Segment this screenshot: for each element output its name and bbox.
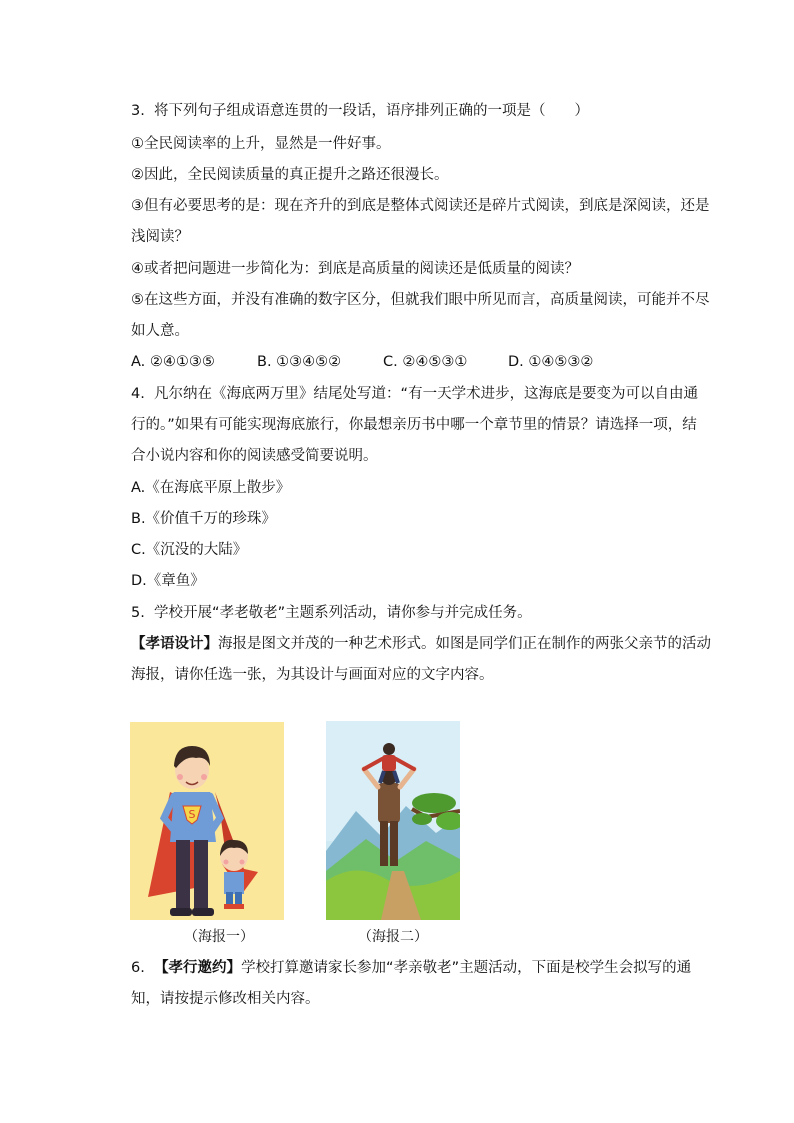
- q4-option-c: C.《沉没的大陆》: [131, 542, 248, 558]
- q5-task-text: 海报是图文并茂的一种艺术形式。如图是同学们正在制作的两张父亲节的活动: [218, 636, 711, 652]
- q3-sentence-1: ①全民阅读率的上升，显然是一件好事。: [131, 136, 391, 152]
- q3-sentence-4: ④或者把问题进一步简化为：到底是高质量的阅读还是低质量的阅读？: [131, 261, 579, 277]
- q3-option-d: D. ①④⑤③②: [508, 354, 594, 370]
- q5-stem: 5. 学校开展“孝老敬老”主题系列活动，请你参与并完成任务。: [131, 605, 532, 621]
- poster-one-image: [130, 722, 284, 920]
- q6-stem-line-2: 知，请按提示修改相关内容。: [131, 991, 320, 1007]
- q3-stem: 3. 将下列句子组成语意连贯的一段话，语序排列正确的一项是（ ）: [131, 103, 590, 119]
- q3-option-a: A. ②④①③⑤: [131, 354, 215, 370]
- q4-stem-line-1: 4. 凡尔纳在《海底两万里》结尾处写道：“有一天学术进步，这海底是要变为可以自由通: [131, 386, 699, 402]
- svg-text:S: S: [188, 808, 196, 821]
- q4-option-d: D.《章鱼》: [131, 573, 205, 589]
- q3-sentence-2: ②因此，全民阅读质量的真正提升之路还很漫长。: [131, 167, 449, 183]
- q6-number: 6.: [131, 960, 155, 976]
- q3-sentence-5: ⑤在这些方面，并没有准确的数字区分，但就我们眼中所见而言，高质量阅读，可能并不尽: [131, 292, 710, 308]
- q4-stem-line-2: 行的。”如果有可能实现海底旅行，你最想亲历书中哪一个章节里的情景？请选择一项，结: [131, 417, 697, 433]
- q5-task-line-1: [131, 634, 711, 654]
- q6-stem-line-1: [131, 958, 691, 978]
- q3-option-c: C. ②④⑤③①: [383, 354, 468, 370]
- q5-task-line-2: 海报，请你任选一张，为其设计与画面对应的文字内容。: [131, 667, 494, 683]
- q3-sentence-5-cont: 如人意。: [131, 323, 189, 339]
- q5-task-tag: 【孝语设计】: [131, 636, 218, 652]
- poster-two-caption: （海报二）: [358, 929, 428, 945]
- q3-sentence-3: ③但有必要思考的是：现在齐升的到底是整体式阅读还是碎片式阅读，到底是深阅读，还是: [131, 198, 710, 214]
- superhero-father-illustration: [130, 722, 284, 920]
- q3-option-b: B. ①③④⑤②: [257, 354, 342, 370]
- q4-stem-line-3: 合小说内容和你的阅读感受简要说明。: [131, 448, 378, 464]
- father-carrying-child-illustration: [326, 721, 460, 920]
- q4-option-b: B.《价值千万的珍珠》: [131, 511, 277, 527]
- poster-one-caption: （海报一）: [184, 929, 254, 945]
- q3-sentence-3-cont: 浅阅读？: [131, 229, 189, 245]
- q6-task-text: 学校打算邀请家长参加“孝亲敬老”主题活动，下面是校学生会拟写的通: [241, 960, 692, 976]
- poster-two-image: [326, 721, 460, 920]
- q6-task-tag: 【孝行邀约】: [154, 960, 242, 976]
- q4-option-a: A.《在海底平原上散步》: [131, 480, 291, 496]
